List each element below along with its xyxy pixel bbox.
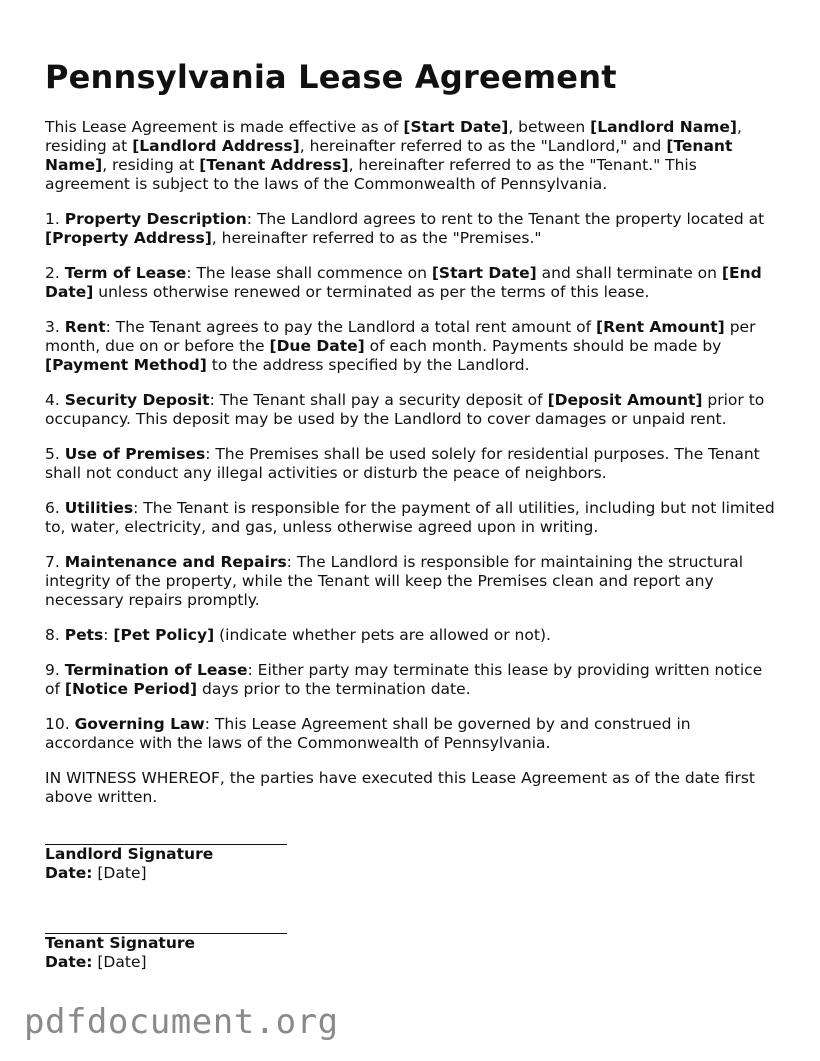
- section-text: : The Premises shall be used solely for residential purposes. The Tenant shall not conduct any illegal activities or disturb the peace of neighbors.: [45, 445, 760, 482]
- section-text: to the address specified by the Landlord.: [206, 356, 530, 374]
- section-text: of each month. Payments should be made by: [364, 337, 722, 355]
- landlord-signature-line[interactable]: [45, 828, 287, 845]
- intro-paragraph: [45, 118, 780, 194]
- tenant-signature-label: Tenant Signature: [45, 934, 196, 952]
- section-heading: Pets: [64, 626, 104, 644]
- section-number: 3.: [45, 318, 65, 336]
- section-heading: Property Description: [64, 210, 247, 228]
- intro-text: , hereinafter referred to as the "Landlord," and: [299, 137, 667, 155]
- section-text: : Either party may terminate this lease by providing written notice of: [45, 661, 763, 698]
- section-number: 8.: [45, 626, 65, 644]
- tenant-date-field: [Date]: [92, 953, 147, 971]
- section-heading: Rent: [64, 318, 106, 336]
- section-number: 1.: [45, 210, 65, 228]
- signature-area: [45, 828, 287, 1006]
- payment-method-field: [Payment Method]: [45, 356, 207, 374]
- section-governing-law: [45, 715, 780, 753]
- end-date-field: [End Date]: [45, 264, 762, 301]
- section-text: : The Tenant shall pay a security deposit of: [209, 391, 548, 409]
- section-text: :: [103, 626, 114, 644]
- section-heading: Security Deposit: [64, 391, 210, 409]
- section-text: , hereinafter referred to as the "Premises.": [211, 229, 542, 247]
- section-security-deposit: [45, 391, 780, 429]
- deposit-amount-field: [Deposit Amount]: [547, 391, 703, 409]
- tenant-signature-line[interactable]: [45, 917, 287, 934]
- document-body: [45, 118, 780, 823]
- section-heading: Maintenance and Repairs: [64, 553, 287, 571]
- section-termination-of-lease: [45, 661, 780, 699]
- section-text: days prior to the termination date.: [197, 680, 471, 698]
- tenant-name-field: [Tenant Name]: [45, 137, 733, 174]
- witness-paragraph: IN WITNESS WHEREOF, the parties have executed this Lease Agreement as of the date first above written.: [45, 769, 755, 806]
- landlord-address-field: [Landlord Address]: [132, 137, 300, 155]
- section-text: : The Tenant is responsible for the payment of all utilities, including but not limited to, water, electricity, and gas, unless otherwise agreed upon in writing.: [45, 499, 775, 536]
- date-label: Date:: [45, 953, 93, 971]
- section-pets: [45, 626, 780, 645]
- section-number: 5.: [45, 445, 65, 463]
- section-heading: Utilities: [64, 499, 134, 517]
- intro-text: This Lease Agreement is made effective as of: [45, 118, 404, 136]
- section-text: : The Landlord is responsible for maintaining the structural integrity of the property, while the Tenant will keep the Premises clean and report any necessary repairs promptly.: [45, 553, 743, 609]
- due-date-field: [Due Date]: [269, 337, 365, 355]
- document-title: Pennsylvania Lease Agreement: [45, 58, 617, 96]
- section-maintenance-and-repairs: [45, 553, 780, 610]
- landlord-signature-block: [45, 828, 287, 883]
- tenant-signature-block: [45, 917, 287, 972]
- pet-policy-field: [Pet Policy]: [113, 626, 215, 644]
- section-text: and shall terminate on: [536, 264, 722, 282]
- intro-text: , residing at: [45, 118, 742, 155]
- section-use-of-premises: [45, 445, 780, 483]
- section-term-of-lease: [45, 264, 780, 302]
- landlord-name-field: [Landlord Name]: [590, 118, 737, 136]
- section-text: : The lease shall commence on: [186, 264, 432, 282]
- section-heading: Governing Law: [74, 715, 205, 733]
- section-number: 7.: [45, 553, 65, 571]
- rent-amount-field: [Rent Amount]: [596, 318, 725, 336]
- watermark: pdfdocument.org: [24, 1002, 339, 1042]
- landlord-signature-label: Landlord Signature: [45, 845, 214, 863]
- section-text: per month, due on or before the: [45, 318, 756, 355]
- landlord-date-field: [Date]: [92, 864, 147, 882]
- section-utilities: [45, 499, 780, 537]
- section-rent: [45, 318, 780, 375]
- section-number: 2.: [45, 264, 65, 282]
- date-label: Date:: [45, 864, 93, 882]
- start-date-field: [Start Date]: [431, 264, 537, 282]
- section-property-description: [45, 210, 780, 248]
- section-number: 4.: [45, 391, 65, 409]
- section-text: : The Landlord agrees to rent to the Tenant the property located at: [246, 210, 765, 228]
- section-text: (indicate whether pets are allowed or not).: [214, 626, 551, 644]
- start-date-field: [Start Date]: [403, 118, 509, 136]
- section-text: : This Lease Agreement shall be governed by and construed in accordance with the laws of the Commonwealth of Pennsylvania.: [45, 715, 691, 752]
- section-heading: Use of Premises: [64, 445, 206, 463]
- section-number: 6.: [45, 499, 65, 517]
- intro-text: , residing at: [102, 156, 200, 174]
- section-heading: Termination of Lease: [64, 661, 248, 679]
- section-number: 9.: [45, 661, 65, 679]
- section-text: prior to occupancy. This deposit may be used by the Landlord to cover damages or unpaid rent.: [45, 391, 765, 428]
- section-heading: Term of Lease: [64, 264, 187, 282]
- intro-text: , between: [508, 118, 591, 136]
- notice-period-field: [Notice Period]: [64, 680, 198, 698]
- tenant-address-field: [Tenant Address]: [199, 156, 349, 174]
- section-text: : The Tenant agrees to pay the Landlord a total rent amount of: [105, 318, 597, 336]
- intro-text: , hereinafter referred to as the "Tenant." This agreement is subject to the laws of the Commonwealth of Pennsylvania.: [45, 156, 697, 193]
- property-address-field: [Property Address]: [45, 229, 212, 247]
- section-number: 10.: [45, 715, 75, 733]
- section-text: unless otherwise renewed or terminated as per the terms of this lease.: [93, 283, 650, 301]
